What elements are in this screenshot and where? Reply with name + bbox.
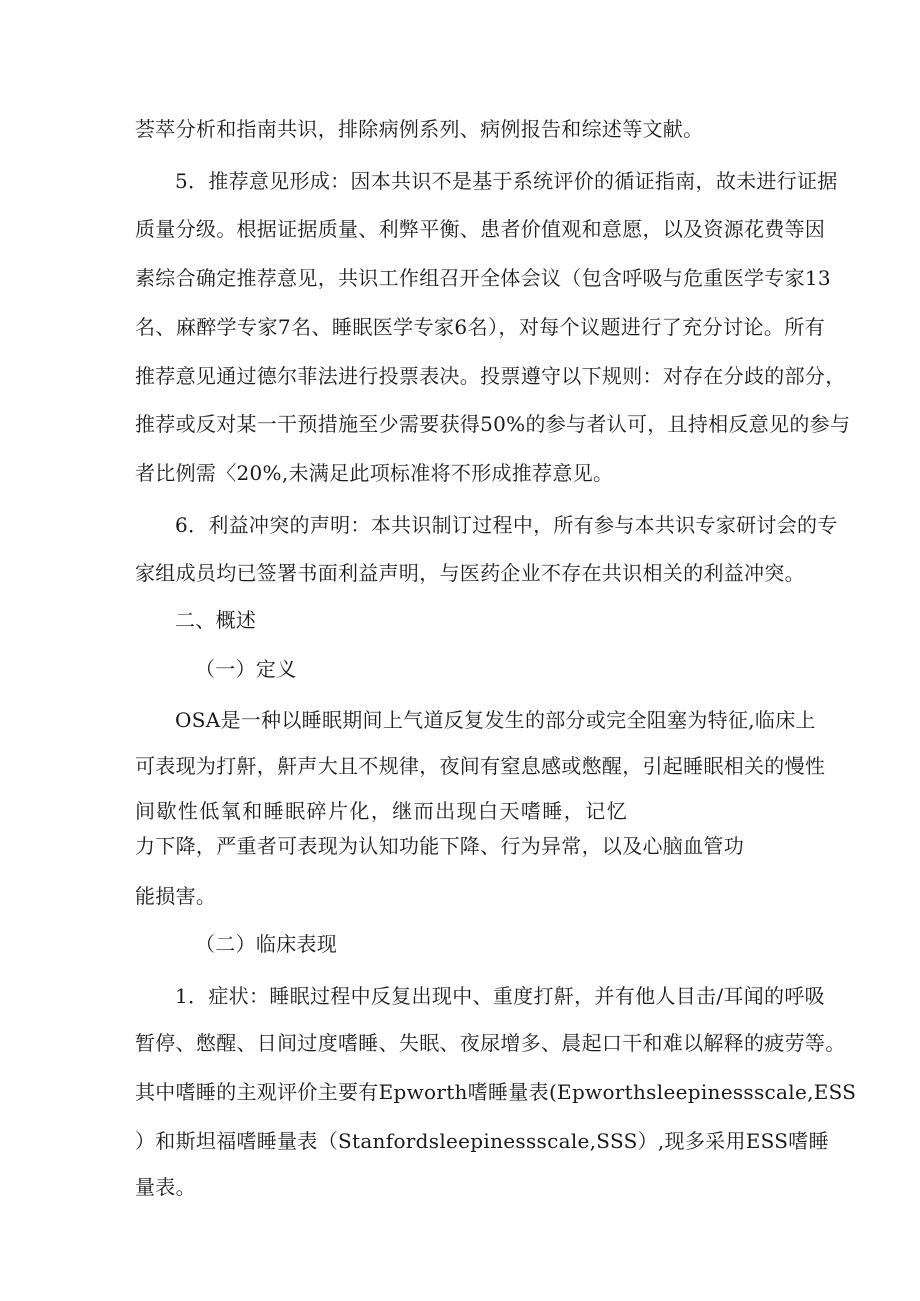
text-line-16: 力下降，严重者可表现为认知功能下降、行为异常，以及心脑血管功 (135, 834, 744, 858)
subsection-heading-clinical: （二）临床表现 (195, 932, 338, 956)
text-line-14: 可表现为打鼾，鼾声大且不规律，夜间有窒息感或憋醒，引起睡眠相关的慢性 (135, 754, 826, 778)
text-line-19: 1．症状：睡眠过程中反复出现中、重度打鼾，并有他人目击/耳闻的呼吸 (175, 984, 825, 1008)
text-line-8: 者比例需〈20%,未满足此项标准将不形成推荐意见。 (135, 461, 614, 485)
subsection-heading-definition: （一）定义 (195, 657, 297, 681)
text-line-22: ）和斯坦福嗜睡量表（Stanfordsleepinessscale,SSS）,现多采用ESS嗜睡 (135, 1129, 829, 1153)
text-line-2: 5．推荐意见形成：因本共识不是基于系统评价的循证指南，故未进行证据 (175, 169, 838, 193)
text-line-13: OSA是一种以睡眠期间上气道反复发生的部分或完全阻塞为特征,临床上 (175, 708, 816, 732)
text-line-3: 质量分级。根据证据质量、利弊平衡、患者价值观和意愿，以及资源花费等因 (135, 217, 826, 241)
text-line-15: 间歇性低氧和睡眠碎片化，继而出现白天嗜睡，记忆 (135, 799, 627, 823)
text-line-1: 荟萃分析和指南共识，排除病例系列、病例报告和综述等文献。 (135, 117, 704, 141)
text-line-23: 量表。 (135, 1175, 196, 1199)
text-line-9: 6．利益冲突的声明：本共识制订过程中，所有参与本共识专家研讨会的专 (175, 513, 838, 537)
text-line-4: 素综合确定推荐意见，共识工作组召开全体会议（包含呼吸与危重医学专家13 (135, 266, 831, 290)
text-line-21: 其中嗜睡的主观评价主要有Epworth嗜睡量表(Epworthsleepinessscale,ESS (135, 1080, 857, 1104)
text-line-20: 暂停、憋醒、日间过度嗜睡、失眠、夜尿增多、晨起口干和难以解释的疲劳等。 (135, 1031, 846, 1055)
text-line-7: 推荐或反对某一干预措施至少需要获得50%的参与者认可，且持相反意见的参与 (135, 412, 851, 436)
text-line-5: 名、麻醉学专家7名、睡眠医学专家6名），对每个议题进行了充分讨论。所有 (135, 315, 825, 339)
text-line-6: 推荐意见通过德尔菲法进行投票表决。投票遵守以下规则：对存在分歧的部分， (135, 364, 846, 388)
text-line-10: 家组成员均已签署书面利益声明，与医药企业不存在共识相关的利益冲突。 (135, 561, 805, 585)
section-heading-overview: 二、概述 (175, 608, 257, 632)
text-line-17: 能损害。 (135, 884, 217, 908)
